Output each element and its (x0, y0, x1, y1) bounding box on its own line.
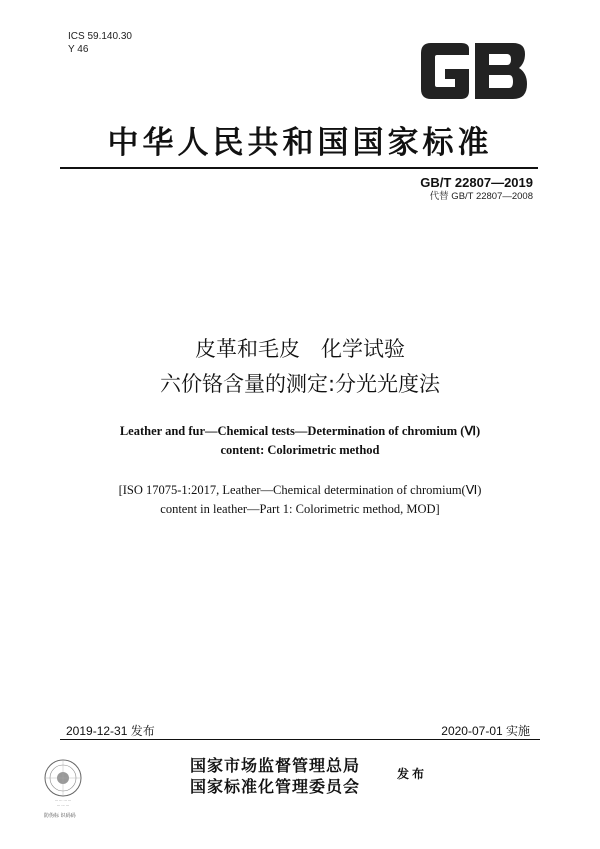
chinese-title-line-2: 六价铬含量的测定:分光光度法 (159, 372, 441, 396)
gb-logo (417, 41, 529, 101)
publisher-samr: 国家市场监督管理总局 (190, 756, 361, 775)
gb-logo-g (421, 43, 469, 99)
seal-caption: 防伪标 识码码 (44, 813, 76, 819)
seal-url-text: ··· ··· ··· ··· (54, 799, 72, 803)
header-rule (60, 167, 538, 169)
standard-title: 中华人民共和国国家标准 (107, 125, 493, 161)
iso-reference-line-1: [ISO 17075-1:2017, Leather—Chemical determination of chromium(Ⅵ) (118, 483, 482, 497)
publishers (190, 755, 360, 797)
standard-number-block (420, 174, 533, 203)
seal-phone-text: ··· ··· ··· (56, 804, 70, 808)
gb-logo-b (475, 43, 527, 99)
replaces-standard: 代替 GB/T 22807—2008 (429, 191, 533, 202)
standard-number: GB/T 22807—2019 (420, 175, 533, 190)
chinese-title-line-1: 皮革和毛皮 化学试验 (195, 337, 405, 361)
english-title (60, 422, 540, 460)
issue-date: 2019-12-31 发布 (66, 724, 155, 738)
publisher-sac: 国家标准化管理委员会 (190, 777, 361, 796)
iso-reference (40, 481, 560, 519)
english-title-line-2: content: Colorimetric method (220, 443, 380, 457)
implementation-date: 2020-07-01 实施 (441, 724, 530, 738)
release-label: 发布 (397, 767, 428, 781)
seal-emblem-icon (38, 758, 88, 798)
footer-rule (60, 739, 540, 740)
ccs-code: Y 46 (68, 44, 89, 55)
anti-counterfeit-seal (38, 758, 88, 816)
iso-reference-line-2: content in leather—Part 1: Colorimetric method, MOD] (160, 502, 440, 516)
ics-code: ICS 59.140.30 (68, 31, 132, 42)
english-title-line-1: Leather and fur—Chemical tests—Determination of chromium (Ⅵ) (119, 424, 481, 438)
classification-codes (68, 30, 132, 56)
